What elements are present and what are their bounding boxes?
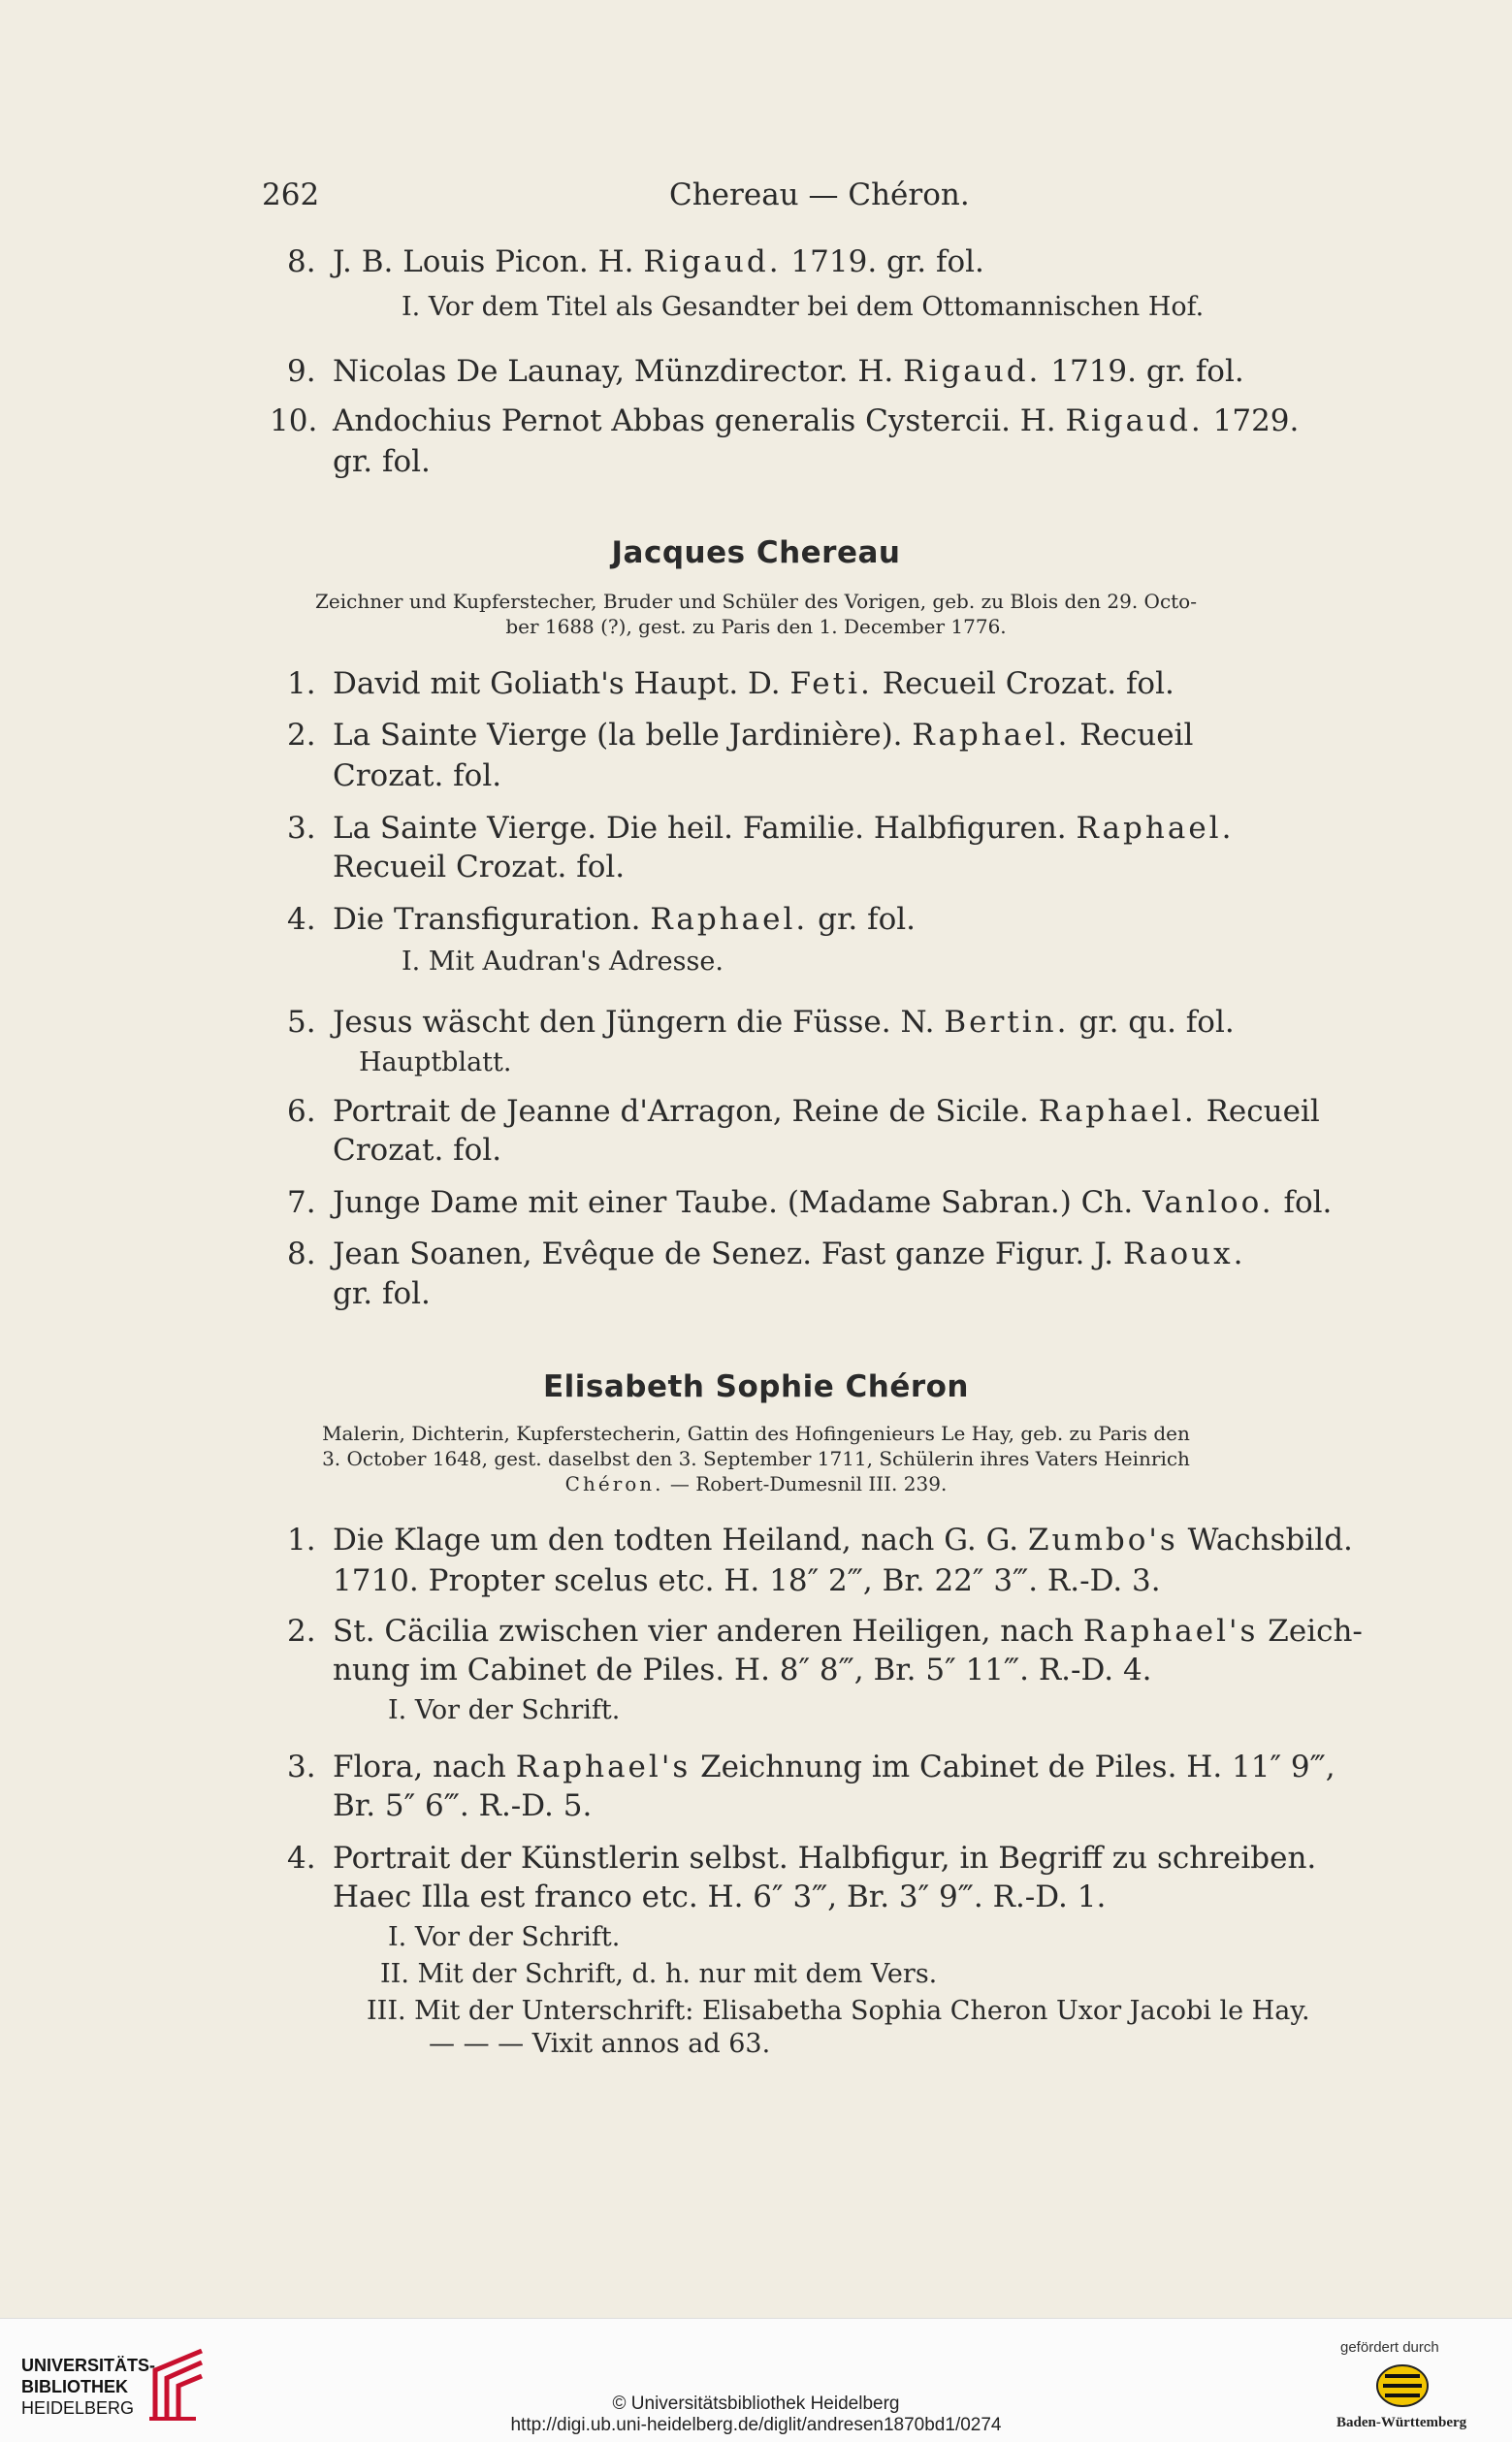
entry-number: 5.	[287, 1005, 316, 1040]
baden-wuerttemberg-crest-icon	[1375, 2362, 1430, 2413]
entry-text: Portrait der Künstlerin selbst. Halbfigur, in Begriff zu schreiben.	[333, 1841, 1317, 1876]
entry-note: I. Vor der Schrift.	[388, 1695, 621, 1725]
entry-number: 3.	[287, 811, 316, 846]
entry-text: Jean Soanen, Evêque de Senez. Fast ganze Figur. J. Raoux.	[333, 1237, 1246, 1271]
entry-note: II. Mit der Schrift, d. h. nur mit dem Vers.	[380, 1959, 938, 1989]
entry-text: Nicolas De Launay, Münzdirector. H. Rigaud. 1719. gr. fol.	[333, 354, 1244, 389]
entry-text: J. B. Louis Picon. H. Rigaud. 1719. gr. fol.	[333, 244, 984, 279]
entry-note: I. Mit Audran's Adresse.	[402, 947, 724, 977]
entry-continuation: Haec Illa est franco etc. H. 6″ 3‴, Br. 3″ 9‴. R.-D. 1.	[333, 1880, 1107, 1914]
library-logo-text: UNIVERSITÄTS- BIBLIOTHEK HEIDELBERG	[21, 2356, 156, 2418]
biography-line: 3. October 1648, gest. daselbst den 3. September 1711, Schülerin ihres Vaters Heinrich	[322, 1447, 1190, 1470]
entry-continuation: 1710. Propter scelus etc. H. 18″ 2‴, Br. 22″ 3‴. R.-D. 3.	[333, 1563, 1161, 1598]
entry-number: 4.	[287, 1841, 316, 1876]
entry-number: 8.	[287, 244, 316, 279]
biography-line: Malerin, Dichterin, Kupferstecherin, Gattin des Hofingenieurs Le Hay, geb. zu Paris den	[322, 1422, 1190, 1445]
entry-text: St. Cäcilia zwischen vier anderen Heiligen, nach Raphael's Zeich-	[333, 1614, 1363, 1649]
entry-text: La Sainte Vierge (la belle Jardinière). Raphael. Recueil	[333, 718, 1194, 753]
entry-text: Portrait de Jeanne d'Arragon, Reine de Sicile. Raphael. Recueil	[333, 1094, 1320, 1129]
entry-continuation: Crozat. fol.	[333, 758, 502, 793]
entry-text: Andochius Pernot Abbas generalis Cystercii. H. Rigaud. 1729.	[333, 403, 1300, 438]
entry-number: 1.	[287, 1523, 316, 1558]
entry-note: Hauptblatt.	[359, 1047, 512, 1077]
sponsor-label: gefördert durch	[1340, 2339, 1439, 2356]
entry-number: 6.	[287, 1094, 316, 1129]
entry-note: I. Vor der Schrift.	[388, 1922, 621, 1952]
biography-line: Chéron. — Robert-Dumesnil III. 239.	[564, 1472, 948, 1495]
entry-text: Jesus wäscht den Jüngern die Füsse. N. Bertin. gr. qu. fol.	[333, 1005, 1235, 1040]
entry-text: La Sainte Vierge. Die heil. Familie. Halbfiguren. Raphael.	[333, 811, 1235, 846]
biography-line: ber 1688 (?), gest. zu Paris den 1. December 1776.	[505, 615, 1007, 638]
entry-number: 9.	[287, 354, 316, 389]
entry-number: 4.	[287, 902, 316, 937]
entry-text: Flora, nach Raphael's Zeichnung im Cabinet de Piles. H. 11″ 9‴,	[333, 1750, 1335, 1784]
entry-continuation: gr. fol.	[333, 1276, 431, 1311]
entry-continuation: Br. 5″ 6‴. R.-D. 5.	[333, 1788, 593, 1823]
entry-continuation: nung im Cabinet de Piles. H. 8″ 8‴, Br. 5″ 11‴. R.-D. 4.	[333, 1653, 1152, 1687]
sponsor-name: Baden-Württemberg	[1336, 2415, 1467, 2430]
entry-text: Junge Dame mit einer Taube. (Madame Sabran.) Ch. Vanloo. fol.	[333, 1185, 1333, 1220]
entry-continuation: Recueil Crozat. fol.	[333, 850, 626, 884]
entry-note: — — — Vixit annos ad 63.	[429, 2029, 771, 2059]
entry-number: 3.	[287, 1750, 316, 1784]
biography-line: Zeichner und Kupferstecher, Bruder und Schüler des Vorigen, geb. zu Blois den 29. Octo-	[315, 590, 1197, 613]
entry-number: 7.	[287, 1185, 316, 1220]
section-title: Jacques Chereau	[611, 535, 901, 570]
entry-note: III. Mit der Unterschrift: Elisabetha Sophia Cheron Uxor Jacobi le Hay.	[367, 1996, 1310, 2026]
entry-continuation: gr. fol.	[333, 444, 431, 479]
entry-continuation: Crozat. fol.	[333, 1133, 502, 1168]
page-number: 262	[262, 177, 320, 212]
entry-number: 2.	[287, 718, 316, 753]
permalink-url[interactable]: http://digi.ub.uni-heidelberg.de/diglit/andresen1870bd1/0274	[510, 2415, 1002, 2435]
entry-text: David mit Goliath's Haupt. D. Feti. Recueil Crozat. fol.	[333, 666, 1174, 701]
entry-number: 2.	[287, 1614, 316, 1649]
entry-text: Die Transfiguration. Raphael. gr. fol.	[333, 902, 917, 937]
entry-number: 10.	[270, 403, 318, 438]
entry-number: 1.	[287, 666, 316, 701]
entry-number: 8.	[287, 1237, 316, 1271]
section-title: Elisabeth Sophie Chéron	[542, 1369, 970, 1404]
running-title: Chereau — Chéron.	[669, 177, 970, 212]
entry-text: Die Klage um den todten Heiland, nach G. G. Zumbo's Wachsbild.	[333, 1523, 1353, 1558]
copyright-notice: © Universitätsbibliothek Heidelberg	[612, 2394, 900, 2414]
entry-note: I. Vor dem Titel als Gesandter bei dem Ottomannischen Hof.	[402, 292, 1205, 322]
